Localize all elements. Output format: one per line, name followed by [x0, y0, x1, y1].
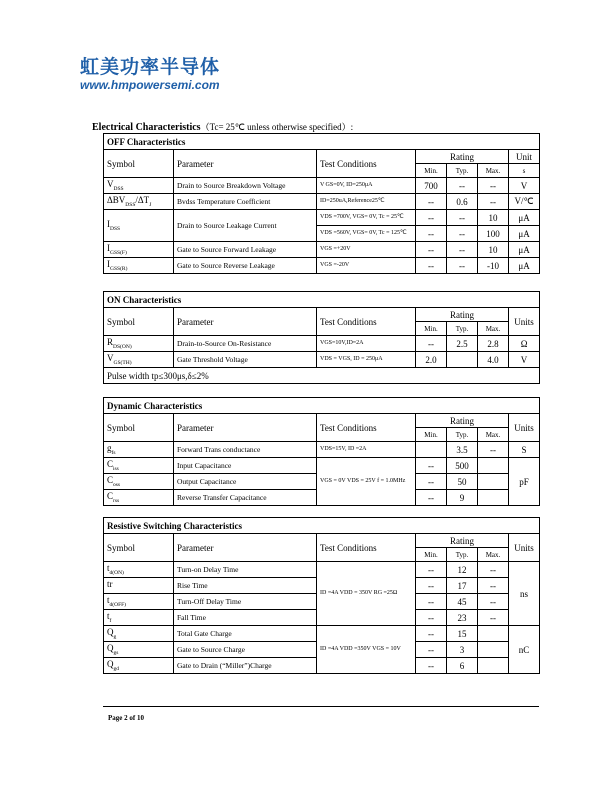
typ-cell: [447, 352, 478, 368]
table-row: [104, 242, 540, 258]
max-cell: 4.0: [478, 352, 509, 368]
max-cell: [478, 642, 509, 658]
condition-cell: VGS =+20V: [317, 242, 416, 258]
condition-cell: VGS=10V,ID=2A: [317, 336, 416, 352]
switching-rating-header: Rating: [416, 534, 509, 548]
min-cell: --: [416, 626, 447, 642]
parameter-cell: Turn-Off Delay Time: [174, 594, 317, 610]
condition-cell: VGS =-20V: [317, 258, 416, 274]
typ-cell: 17: [447, 578, 478, 594]
table-row: [104, 178, 540, 194]
min-cell: --: [416, 242, 447, 258]
symbol-cell: $t_f$: [104, 610, 174, 626]
off-max-header: Max.: [478, 164, 509, 178]
max-cell: --: [478, 610, 509, 626]
typ-cell: --: [447, 226, 478, 242]
max-cell: --: [478, 594, 509, 610]
max-cell: --: [478, 194, 509, 210]
off-unit-sub: s: [509, 164, 540, 178]
parameter-cell: Gate to Source Charge: [174, 642, 317, 658]
typ-cell: --: [447, 258, 478, 274]
typ-cell: 6: [447, 658, 478, 674]
unit-cell: μA: [509, 258, 540, 274]
table-row: [104, 562, 540, 578]
off-title: OFF Characteristics: [104, 134, 540, 150]
switching-min-header: Min.: [416, 548, 447, 562]
off-typ-header: Typ.: [447, 164, 478, 178]
on-typ-header: Typ.: [447, 322, 478, 336]
symbol-cell: $V_{DSS}$: [104, 178, 174, 194]
min-cell: --: [416, 562, 447, 578]
max-cell: 10: [478, 242, 509, 258]
dynamic-max-header: Max.: [478, 428, 509, 442]
min-cell: [416, 442, 447, 458]
switching-units-header: Units: [509, 534, 540, 562]
max-cell: -10: [478, 258, 509, 274]
off-characteristics-table: [103, 133, 540, 274]
table-row: [104, 194, 540, 210]
dynamic-units-header: Units: [509, 414, 540, 442]
parameter-cell: Output Capacitance: [174, 474, 317, 490]
off-symbol-header: Symbol: [104, 150, 174, 178]
off-unit-header: Unit: [509, 150, 540, 164]
switching-typ-header: Typ.: [447, 548, 478, 562]
condition-cell: ID=250uA,Reference25℃: [317, 194, 416, 210]
off-rating-header: Rating: [416, 150, 509, 164]
symbol-cell: $R_{DS(ON)}$: [104, 336, 174, 352]
pulse-note: Pulse width tp≤300μs,δ≤2%: [104, 368, 540, 384]
parameter-cell: Total Gate Charge: [174, 626, 317, 642]
typ-cell: --: [447, 178, 478, 194]
dynamic-rating-header: Rating: [416, 414, 509, 428]
on-rating-header: Rating: [416, 308, 509, 322]
min-cell: --: [416, 226, 447, 242]
symbol-cell: $g_{fs}$: [104, 442, 174, 458]
parameter-cell: Gate Threshold Voltage: [174, 352, 317, 368]
max-cell: [478, 658, 509, 674]
switching-parameter-header: Parameter: [174, 534, 317, 562]
typ-cell: 15: [447, 626, 478, 642]
off-conditions-header: Test Conditions: [317, 150, 416, 178]
min-cell: --: [416, 658, 447, 674]
dynamic-min-header: Min.: [416, 428, 447, 442]
switching-characteristics-table: [103, 517, 540, 674]
min-cell: --: [416, 336, 447, 352]
on-characteristics-table: [103, 291, 540, 384]
parameter-cell: Drain-to-Source On-Resistance: [174, 336, 317, 352]
min-cell: --: [416, 258, 447, 274]
max-cell: --: [478, 442, 509, 458]
parameter-cell: Fall Time: [174, 610, 317, 626]
max-cell: 10: [478, 210, 509, 226]
unit-cell: V/℃: [509, 194, 540, 210]
max-cell: [478, 458, 509, 474]
typ-cell: 45: [447, 594, 478, 610]
typ-cell: 12: [447, 562, 478, 578]
max-cell: --: [478, 562, 509, 578]
condition-cell: V GS=0V, ID=250μA: [317, 178, 416, 194]
typ-cell: 50: [447, 474, 478, 490]
max-cell: [478, 474, 509, 490]
symbol-cell: $Q_{gd}$: [104, 658, 174, 674]
max-cell: 2.8: [478, 336, 509, 352]
unit-cell: μA: [509, 242, 540, 258]
logo-website: www.hmpowersemi.com: [80, 78, 220, 92]
capacitance-condition-cell: VGS = 0V VDS = 25V f = 1.0MHz: [317, 458, 416, 506]
symbol-cell: $t_{d(ON)}$: [104, 562, 174, 578]
on-min-header: Min.: [416, 322, 447, 336]
parameter-cell: Rise Time: [174, 578, 317, 594]
unit-cell: Ω: [509, 336, 540, 352]
parameter-cell: Gate to Drain (“Miller”)Charge: [174, 658, 317, 674]
symbol-cell: $t_{d(OFF)}$: [104, 594, 174, 610]
min-cell: --: [416, 642, 447, 658]
typ-cell: 23: [447, 610, 478, 626]
min-cell: --: [416, 490, 447, 506]
max-cell: [478, 626, 509, 642]
condition-cell: VDS=15V, ID =2A: [317, 442, 416, 458]
on-title: ON Characteristics: [104, 292, 540, 308]
symbol-cell: $Q_g$: [104, 626, 174, 642]
typ-cell: 3.5: [447, 442, 478, 458]
typ-cell: 0.6: [447, 194, 478, 210]
parameter-cell: Forward Trans conductance: [174, 442, 317, 458]
gate-charge-unit-cell: nC: [509, 626, 540, 674]
max-cell: --: [478, 578, 509, 594]
heading-title: Electrical Characteristics: [92, 122, 201, 133]
typ-cell: 2.5: [447, 336, 478, 352]
heading-subtitle: （Tc= 25℃ unless otherwise specified）:: [200, 122, 354, 132]
min-cell: --: [416, 210, 447, 226]
on-symbol-header: Symbol: [104, 308, 174, 336]
on-max-header: Max.: [478, 322, 509, 336]
logo-chinese-name: 虹美功率半导体: [80, 56, 221, 78]
min-cell: --: [416, 194, 447, 210]
table-row: [104, 626, 540, 642]
unit-cell: μA: [509, 226, 540, 242]
off-min-header: Min.: [416, 164, 447, 178]
parameter-cell: Gate to Source Reverse Leakage: [174, 258, 317, 274]
symbol-cell: $I_{GSS(R)}$: [104, 258, 174, 274]
min-cell: 2.0: [416, 352, 447, 368]
capacitance-unit-cell: pF: [509, 458, 540, 506]
parameter-cell: Bvdss Temperature Coefficient: [174, 194, 317, 210]
table-row: [104, 458, 540, 474]
condition-cell: VDS =560V, VGS= 0V, Tc = 125℃: [317, 226, 416, 242]
typ-cell: --: [447, 242, 478, 258]
condition-cell: VDS =700V, VGS= 0V, Tc = 25℃: [317, 210, 416, 226]
max-cell: 100: [478, 226, 509, 242]
typ-cell: 500: [447, 458, 478, 474]
table-row: [104, 442, 540, 458]
symbol-cell: $\Delta BV_{DSS}/\Delta T_J$: [104, 194, 174, 210]
min-cell: --: [416, 474, 447, 490]
unit-cell: V: [509, 352, 540, 368]
dynamic-typ-header: Typ.: [447, 428, 478, 442]
switching-time-unit-cell: ns: [509, 562, 540, 626]
typ-cell: 3: [447, 642, 478, 658]
section-heading: [92, 120, 353, 133]
unit-cell: V: [509, 178, 540, 194]
dynamic-parameter-header: Parameter: [174, 414, 317, 442]
symbol-cell: $Q_{gs}$: [104, 642, 174, 658]
parameter-cell: Drain to Source Breakdown Voltage: [174, 178, 317, 194]
min-cell: 700: [416, 178, 447, 194]
switching-time-condition-cell: ID =4A VDD = 350V RG =25Ω: [317, 562, 416, 626]
dynamic-symbol-header: Symbol: [104, 414, 174, 442]
on-conditions-header: Test Conditions: [317, 308, 416, 336]
table-row: [104, 258, 540, 274]
symbol-cell: $C_{oss}$: [104, 474, 174, 490]
parameter-cell: Drain to Source Leakage Current: [174, 210, 317, 242]
company-logo: [80, 56, 220, 92]
condition-cell: VDS = VGS, ID = 250μA: [317, 352, 416, 368]
table-row: [104, 210, 540, 226]
dynamic-characteristics-table: [103, 397, 540, 506]
typ-cell: 9: [447, 490, 478, 506]
off-parameter-header: Parameter: [174, 150, 317, 178]
parameter-cell: Reverse Transfer Capacitance: [174, 490, 317, 506]
table-row: [104, 336, 540, 352]
switching-max-header: Max.: [478, 548, 509, 562]
switching-symbol-header: Symbol: [104, 534, 174, 562]
switching-conditions-header: Test Conditions: [317, 534, 416, 562]
gate-charge-condition-cell: ID =4A VDD =350V VGS = 10V: [317, 626, 416, 674]
dynamic-conditions-header: Test Conditions: [317, 414, 416, 442]
switching-title: Resistive Switching Characteristics: [104, 518, 540, 534]
symbol-cell: $C_{rss}$: [104, 490, 174, 506]
parameter-cell: Input Capacitance: [174, 458, 317, 474]
table-row: [104, 352, 540, 368]
symbol-cell: $I_{DSS}$: [104, 210, 174, 242]
symbol-cell: $I_{GSS(F)}$: [104, 242, 174, 258]
on-parameter-header: Parameter: [174, 308, 317, 336]
footer-divider: [103, 706, 539, 707]
min-cell: --: [416, 458, 447, 474]
page-number: Page 2 of 10: [108, 714, 144, 722]
min-cell: --: [416, 610, 447, 626]
max-cell: --: [478, 178, 509, 194]
unit-cell: S: [509, 442, 540, 458]
min-cell: --: [416, 594, 447, 610]
parameter-cell: Gate to Source Forward Leakage: [174, 242, 317, 258]
symbol-cell: $V_{GS(TH)}$: [104, 352, 174, 368]
symbol-cell: tr: [104, 578, 174, 594]
on-units-header: Units: [509, 308, 540, 336]
parameter-cell: Turn-on Delay Time: [174, 562, 317, 578]
unit-cell: μA: [509, 210, 540, 226]
typ-cell: --: [447, 210, 478, 226]
min-cell: --: [416, 578, 447, 594]
max-cell: [478, 490, 509, 506]
dynamic-title: Dynamic Characteristics: [104, 398, 540, 414]
symbol-cell: $C_{iss}$: [104, 458, 174, 474]
